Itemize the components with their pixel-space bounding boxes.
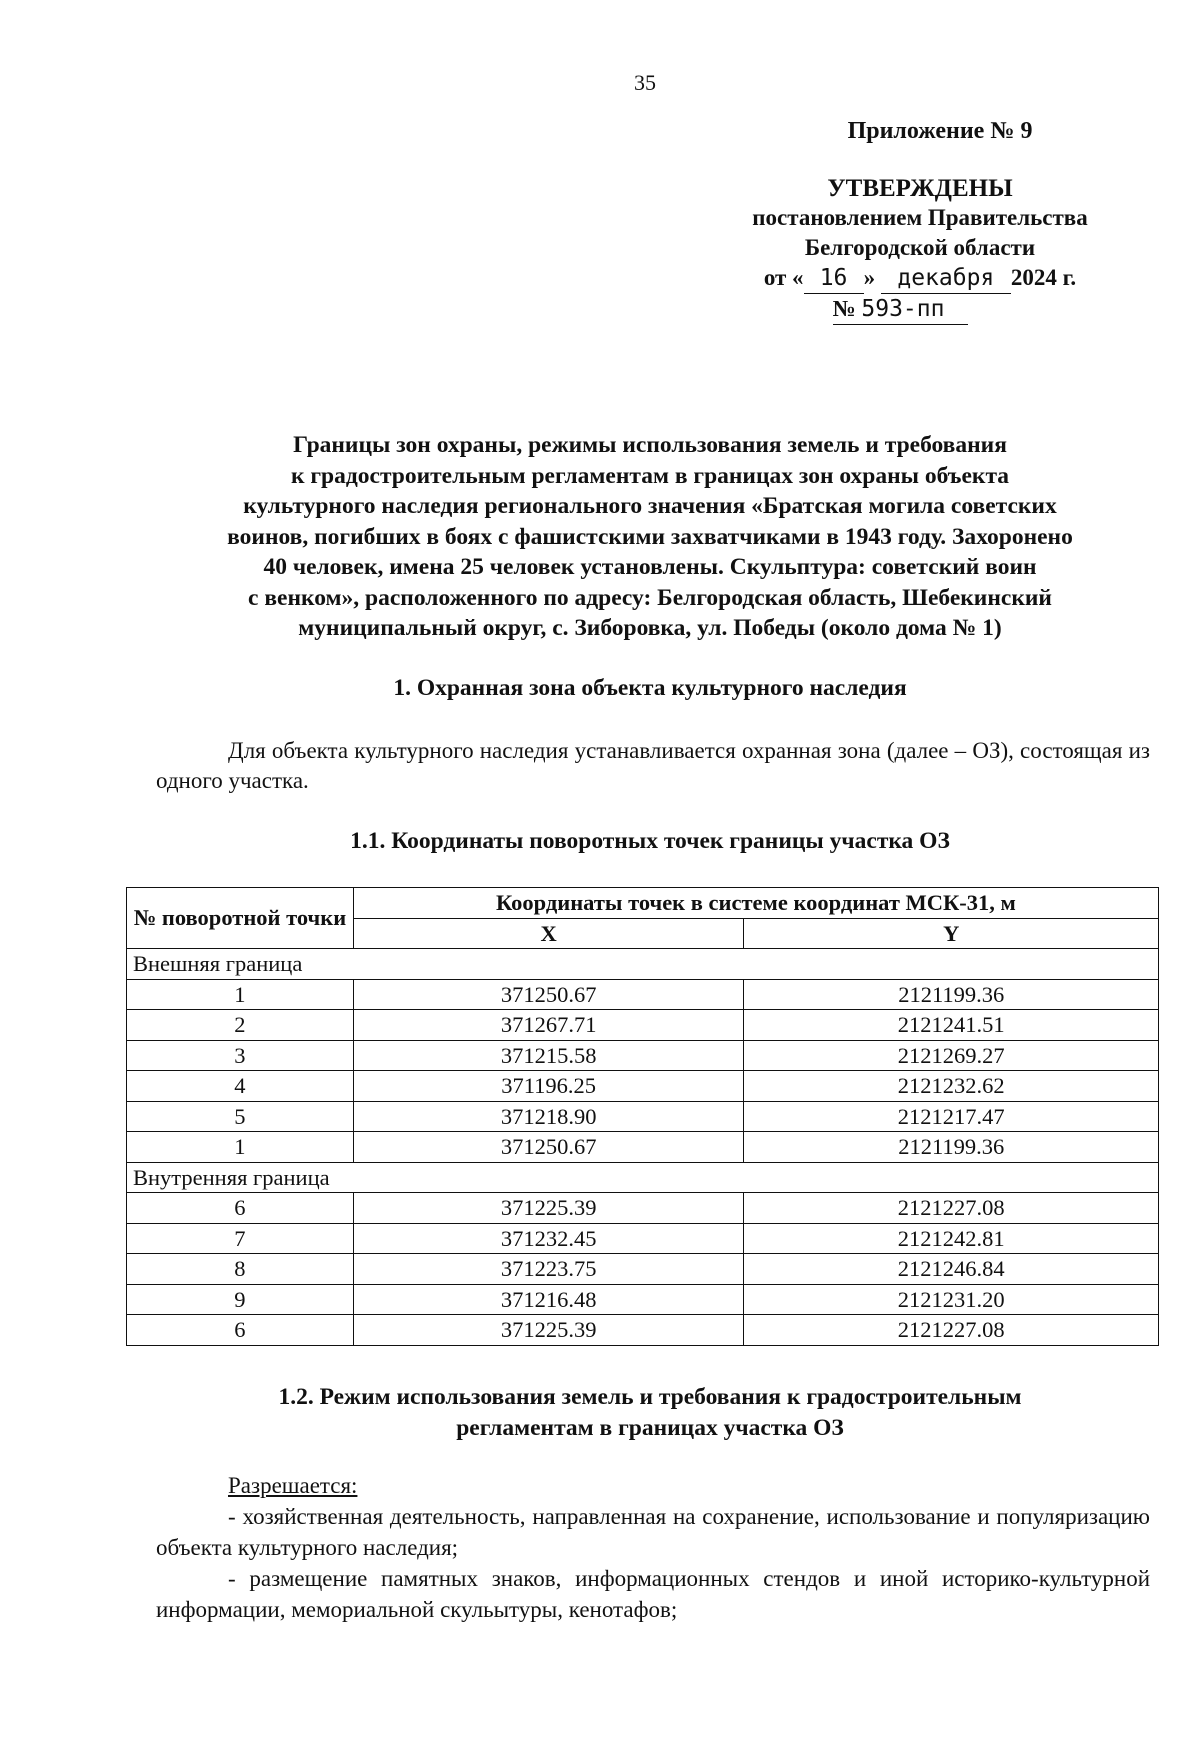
table-row: [127, 1071, 1159, 1102]
table-row: [127, 1315, 1159, 1346]
cell-x: 371225.39: [353, 1193, 744, 1224]
date-year: 2024 г.: [1010, 265, 1077, 290]
cell-y: 2121232.62: [744, 1071, 1159, 1102]
cell-x: 371196.25: [353, 1071, 744, 1102]
group-row: [127, 949, 1159, 980]
cell-y: 2121217.47: [744, 1101, 1159, 1132]
date-day: 16: [804, 263, 864, 294]
approval-line-1: постановлением Правительства: [752, 205, 1088, 230]
title-line: культурного наследия регионального значения «Братская могила советских: [243, 493, 1057, 519]
cell-x: 371218.90: [353, 1101, 744, 1132]
group-label: Внутренняя граница: [127, 1162, 1159, 1193]
allowed-item: - размещение памятных знаков, информационных стендов и иной историко-культурной информации, мемориальной скульытуры, кенотафов;: [156, 1566, 1150, 1622]
cell-point: 8: [127, 1254, 354, 1285]
coordinates-table: [126, 887, 1159, 1346]
title-line: воинов, погибших в боях с фашистскими захватчиками в 1943 году. Захоронено: [227, 523, 1073, 550]
cell-y: 2121227.08: [744, 1315, 1159, 1346]
title-line: муниципальный округ, с. Зиборовка, ул. Победы (около дома № 1): [298, 615, 1002, 641]
cell-point: 7: [127, 1223, 354, 1254]
cell-x: 371250.67: [353, 1132, 744, 1163]
cell-y: 2121246.84: [744, 1254, 1159, 1285]
table-row: [127, 1132, 1159, 1163]
cell-x: 371215.58: [353, 1040, 744, 1071]
approval-number: [600, 294, 1200, 325]
table-row: [127, 1040, 1159, 1071]
cell-point: 5: [127, 1101, 354, 1132]
approval-block: [640, 118, 1200, 325]
cell-y: 2121199.36: [744, 1132, 1159, 1163]
table-row: [127, 1254, 1159, 1285]
cell-x: 371223.75: [353, 1254, 744, 1285]
cell-point: 2: [127, 1010, 354, 1041]
table-row: [127, 1010, 1159, 1041]
allowed-label: Разрешается:: [228, 1473, 358, 1498]
section-1-2-heading: [140, 1382, 1160, 1444]
table-row: [127, 979, 1159, 1010]
cell-y: 2121269.27: [744, 1040, 1159, 1071]
title-line: 40 человек, имена 25 человек установлены. Скульптура: советский воин: [263, 554, 1037, 580]
cell-y: 2121231.20: [744, 1284, 1159, 1315]
allowed-item: - хозяйственная деятельность, направленная на сохранение, использование и популяризацию объекта культурного наследия;: [156, 1504, 1150, 1560]
cell-x: 371232.45: [353, 1223, 744, 1254]
document-title: [140, 430, 1160, 644]
page-number: 35: [634, 70, 656, 95]
cell-point: 1: [127, 979, 354, 1010]
title-line: с венком», расположенного по адресу: Белгородская область, Шебекинский: [248, 584, 1052, 611]
cell-y: 2121199.36: [744, 979, 1159, 1010]
date-mid: »: [863, 265, 876, 290]
section-1-paragraph: [156, 736, 1150, 796]
group-row: [127, 1162, 1159, 1193]
header-x: X: [353, 918, 744, 949]
section-1-heading: 1. Охранная зона объекта культурного наследия: [393, 675, 907, 701]
number-prefix: №: [832, 296, 856, 321]
date-prefix: от «: [763, 265, 804, 290]
cell-x: 371250.67: [353, 979, 744, 1010]
approval-line-2: Белгородской области: [804, 235, 1036, 260]
cell-point: 1: [127, 1132, 354, 1163]
group-label: Внешняя граница: [127, 949, 1159, 980]
cell-y: 2121241.51: [744, 1010, 1159, 1041]
appendix-label: Приложение № 9: [847, 118, 1033, 144]
approval-date: [640, 263, 1200, 294]
cell-point: 3: [127, 1040, 354, 1071]
table-row: [127, 1101, 1159, 1132]
decree-number: 593-пп: [861, 296, 945, 322]
section-1-text: Для объекта культурного наследия устанавливается охранная зона (далее – ОЗ), состоящая из одного участка.: [156, 738, 1150, 793]
header-point: № поворотной точки: [127, 888, 354, 949]
cell-y: 2121227.08: [744, 1193, 1159, 1224]
date-month: декабря: [881, 263, 1011, 294]
approved-label: УТВЕРЖДЕНЫ: [827, 175, 1013, 202]
section-1-1-heading: 1.1. Координаты поворотных точек границы участка ОЗ: [350, 828, 950, 854]
cell-y: 2121242.81: [744, 1223, 1159, 1254]
cell-point: 4: [127, 1071, 354, 1102]
cell-x: 371216.48: [353, 1284, 744, 1315]
table-row: [127, 1284, 1159, 1315]
cell-x: 371267.71: [353, 1010, 744, 1041]
table-row: [127, 1193, 1159, 1224]
header-coords: Координаты точек в системе координат МСК-31, м: [353, 888, 1158, 919]
section-1-2-line: регламентам в границах участка ОЗ: [456, 1415, 844, 1441]
rules-block: [156, 1470, 1150, 1625]
title-line: к градостроительным регламентам в границах зон охраны объекта: [290, 462, 1010, 489]
cell-x: 371225.39: [353, 1315, 744, 1346]
cell-point: 6: [127, 1315, 354, 1346]
cell-point: 6: [127, 1193, 354, 1224]
title-line: Границы зон охраны, режимы использования земель и требования: [293, 432, 1007, 458]
table-row: [127, 1223, 1159, 1254]
header-y: Y: [744, 918, 1159, 949]
cell-point: 9: [127, 1284, 354, 1315]
section-1-2-line: 1.2. Режим использования земель и требования к градостроительным: [278, 1384, 1022, 1410]
